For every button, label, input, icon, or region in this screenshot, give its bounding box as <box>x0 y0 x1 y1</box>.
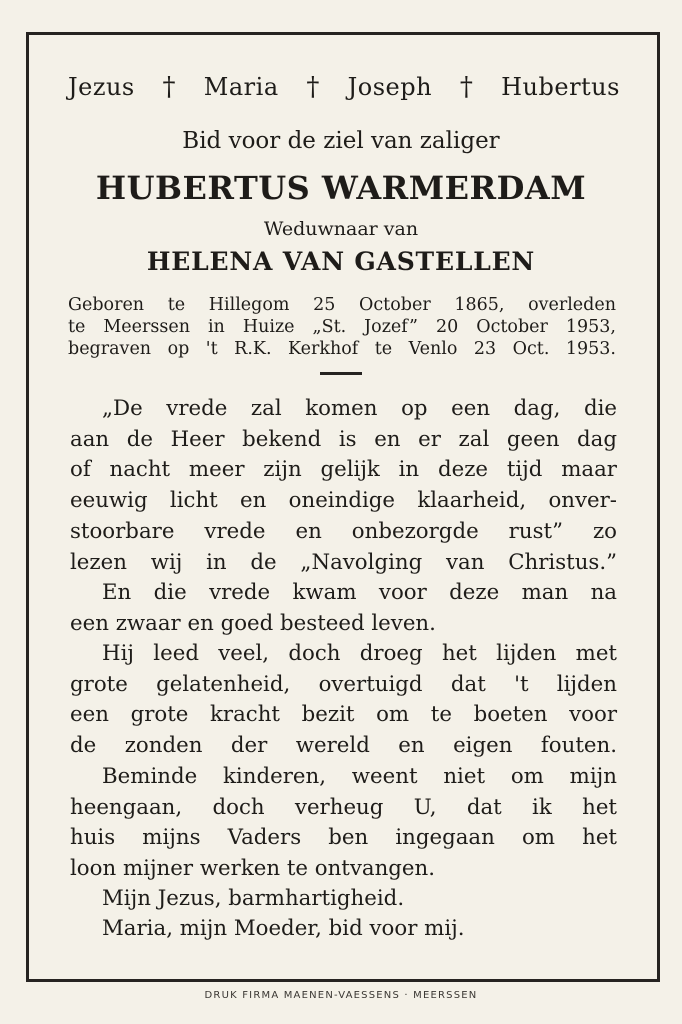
text-line: En die vrede kwam voor deze man na <box>102 580 617 605</box>
vital-dates <box>68 294 616 360</box>
suffering-paragraph <box>70 639 617 762</box>
invocation-joseph: Joseph <box>347 73 433 101</box>
text-line: eeuwig licht en oneindige klaarheid, onver- <box>70 488 617 514</box>
widower-of-label: Weduwnaar van <box>263 218 419 240</box>
invocation-line <box>68 72 620 102</box>
text-line: stoorbare vrede en onbezorgde rust” zo <box>70 518 617 544</box>
vitals-line: begraven op 't R.K. Kerkhof te Venlo 23 Oct. 1953. <box>68 339 616 359</box>
text-line: een zwaar en goed besteed leven. <box>70 610 436 636</box>
cross-icon: † <box>162 72 177 102</box>
spouse-name: HELENA VAN GASTELLEN <box>146 247 536 276</box>
vitals-line: Geboren te Hillegom 25 October 1865, overleden <box>68 295 616 315</box>
divider-rule <box>320 372 362 375</box>
text-line: grote gelatenheid, overtuigd dat 't lijden <box>70 671 617 697</box>
deceased-name: HUBERTUS WARMERDAM <box>95 169 587 207</box>
text-line: Hij leed veel, doch droeg het lijden met <box>102 641 617 666</box>
children-paragraph <box>70 762 617 885</box>
closing-line: Mijn Jezus, barmhartigheid. <box>102 886 405 911</box>
vitals-line: te Meerssen in Huize „St. Jozef” 20 October 1953, <box>68 317 616 337</box>
text-line: lezen wij in de „Navolging van Christus.” <box>70 549 617 575</box>
text-line: een grote kracht bezit om te boeten voor <box>70 702 617 728</box>
cross-icon: † <box>459 72 474 102</box>
text-line: „De vrede zal komen op een dag, die <box>102 396 617 421</box>
invocation-jezus: Jezus <box>68 73 135 101</box>
quote-paragraph <box>70 394 617 578</box>
invocation-hubertus: Hubertus <box>501 73 620 101</box>
printer-credit: DRUK FIRMA MAENEN-VAESSENS · MEERSSEN <box>204 990 478 1001</box>
text-line: of nacht meer zijn gelijk in deze tijd maar <box>70 457 617 483</box>
text-line: huis mijns Vaders ben ingegaan om het <box>70 825 617 851</box>
text-line: loon mijner werken te ontvangen. <box>70 856 436 882</box>
cross-icon: † <box>306 72 320 102</box>
text-line: de zonden der wereld en eigen fouten. <box>70 733 617 759</box>
text-line: Beminde kinderen, weent niet om mijn <box>102 764 617 789</box>
peace-paragraph <box>70 578 617 639</box>
text-line: aan de Heer bekend is en er zal geen dag <box>70 426 617 452</box>
closing-line: Maria, mijn Moeder, bid voor mij. <box>102 916 465 941</box>
text-line: heengaan, doch verheug U, dat ik het <box>70 794 617 820</box>
invocation-maria: Maria <box>203 73 279 101</box>
prayer-intro: Bid voor de ziel van zaliger <box>182 128 500 154</box>
closing-prayer <box>102 884 465 944</box>
